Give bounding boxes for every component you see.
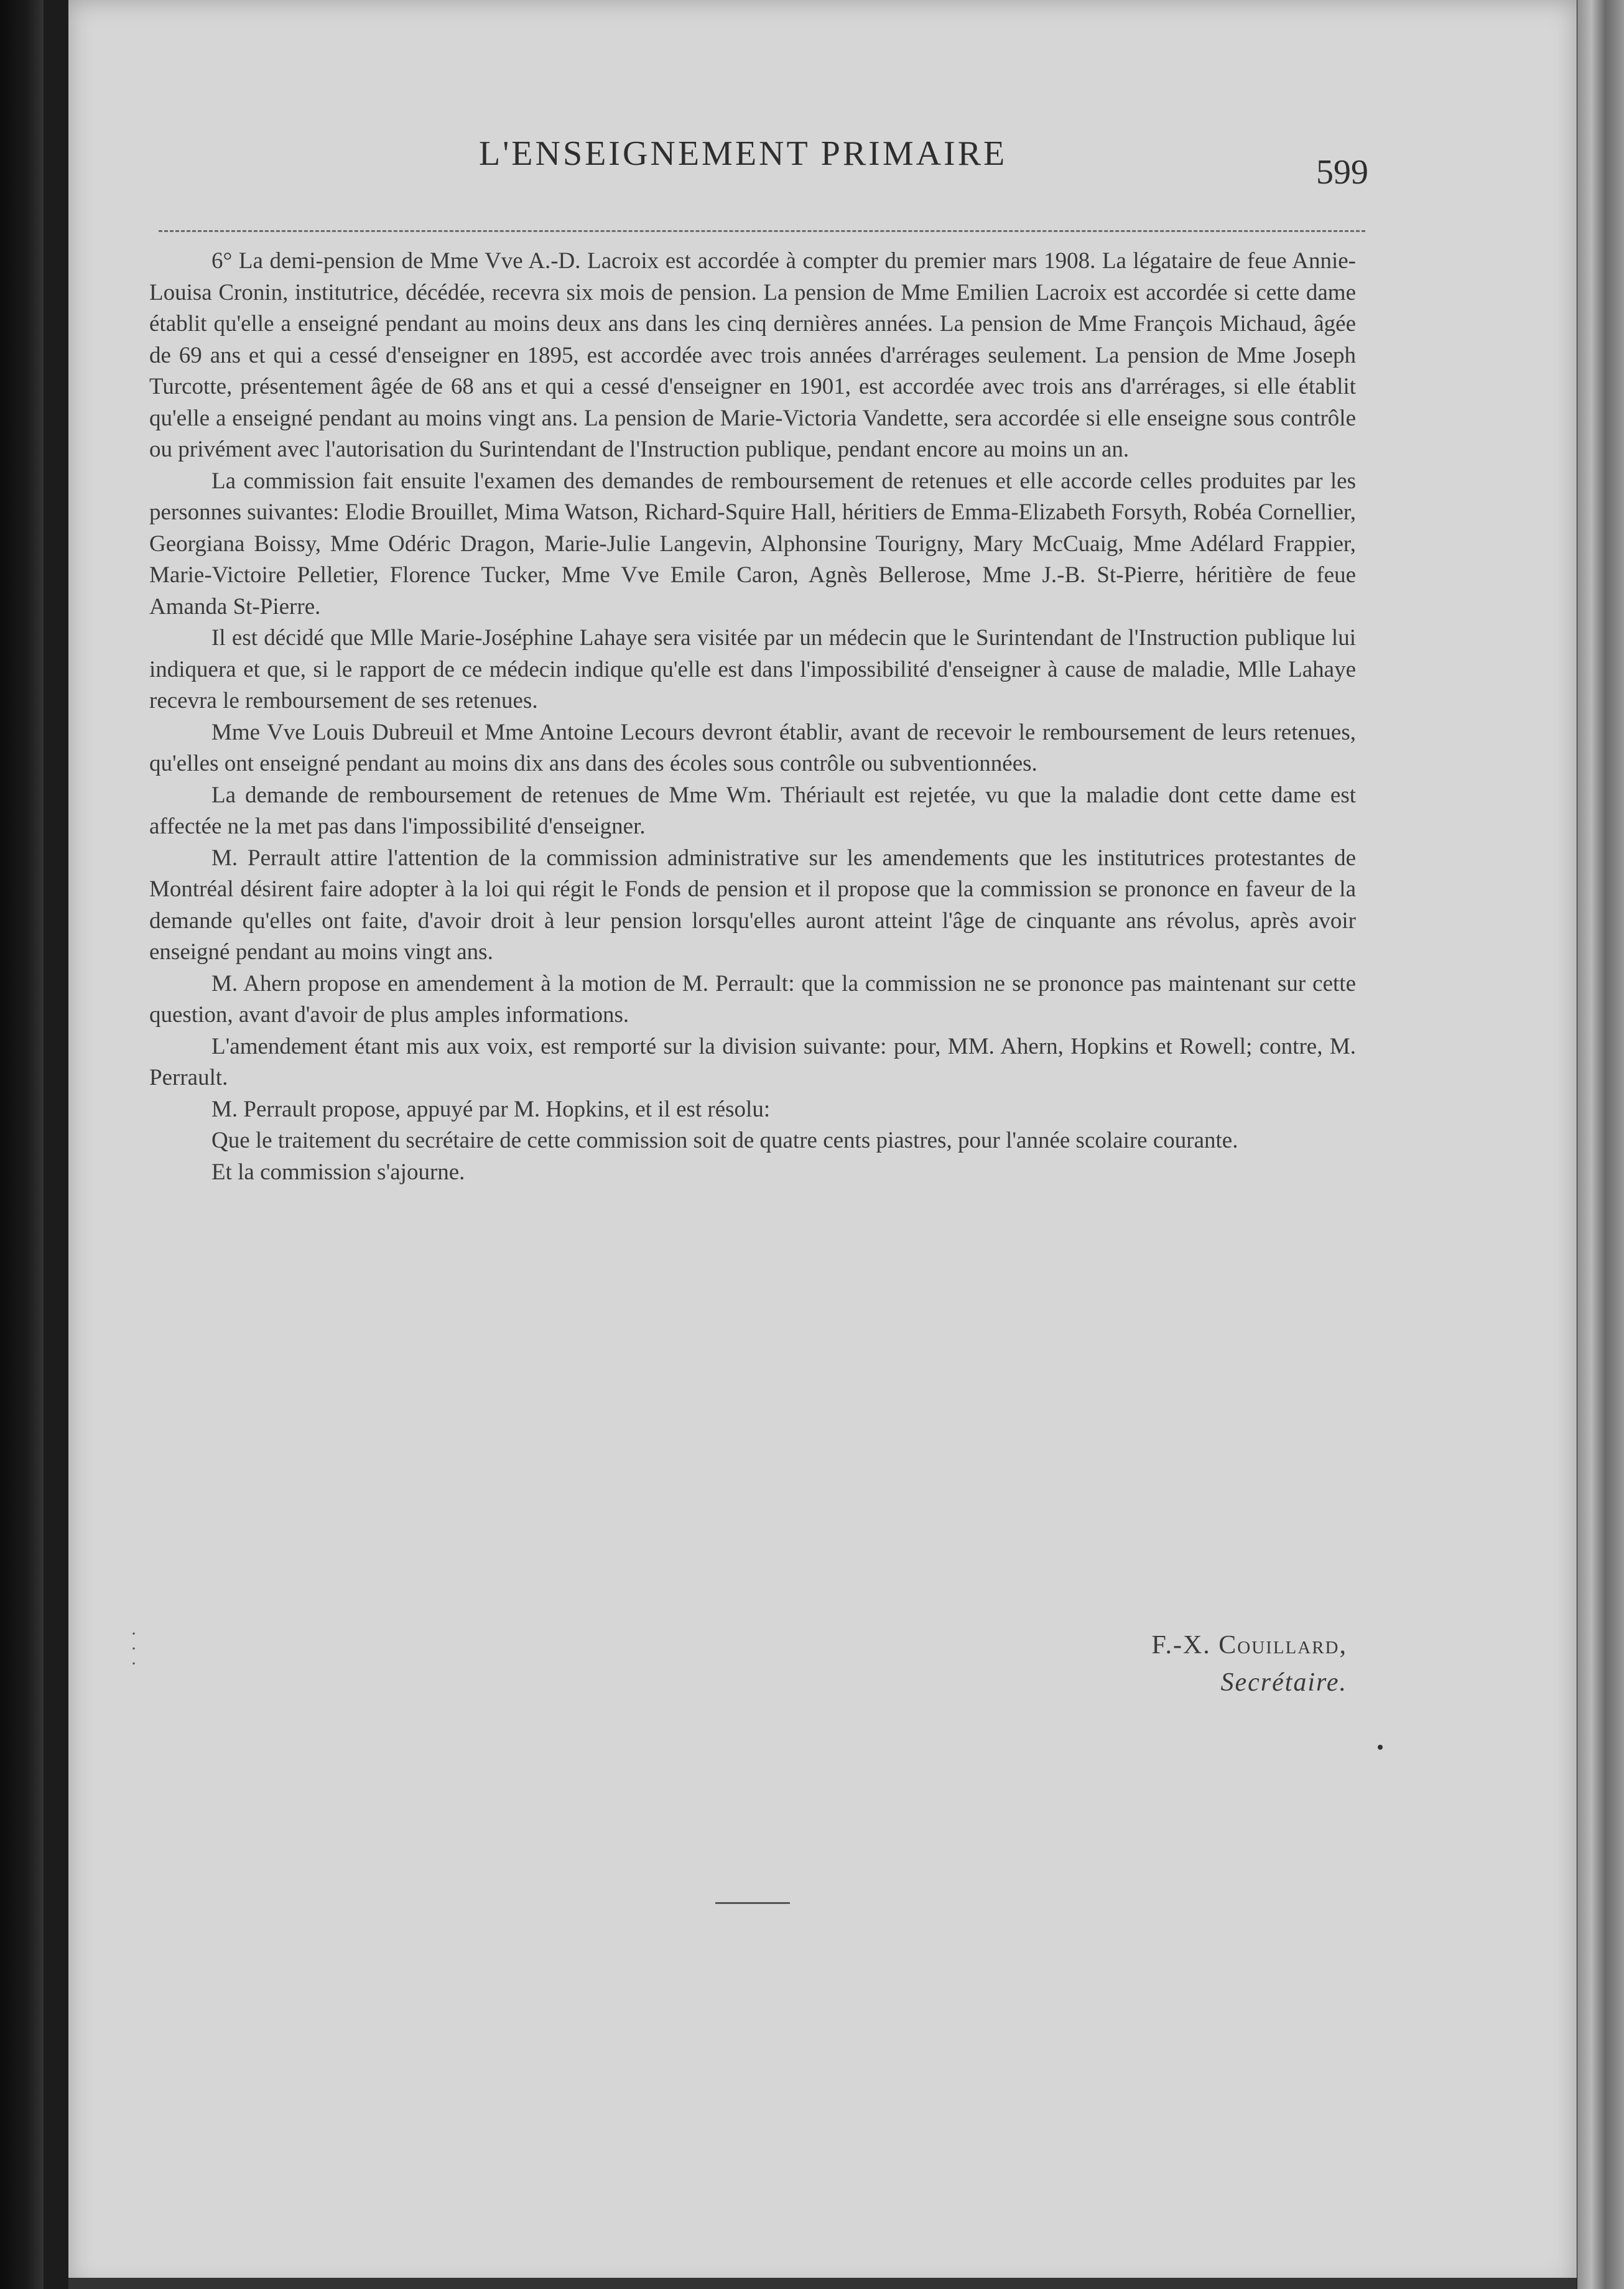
paragraph: L'amendement étant mis aux voix, est remporté sur la division suivante: pour, MM. Ahern, Hopkins et Rowell; contre, M. Perrault. xyxy=(149,1033,1356,1090)
scan-right-edge xyxy=(1577,0,1624,2289)
end-rule xyxy=(715,1902,790,1904)
paragraph: Il est décidé que Mlle Marie-Joséphine Lahaye sera visitée par un médecin que le Surintendant de l'Instruction publique lui indiquera et que, si le rapport de ce médecin indique qu'elle est dans l'impossibilité d'enseigner à cause de maladie, Mlle Lahaye recevra le remboursement de ses retenues. xyxy=(149,625,1356,713)
page-number: 599 xyxy=(1316,153,1368,192)
body-text xyxy=(149,246,1356,1188)
paragraph: La commission fait ensuite l'examen des demandes de remboursement de retenues et elle accorde celles produites par les personnes suivantes: Elodie Brouillet, Mima Watson, Richard-Squire Hall, héritiers de Emma-Elizabeth Forsyth, Robéa Cornellier, Georgiana Boissy, Mme Odéric Dragon, Marie-Julie Langevin, Alphonsine Tourigny, Mary McCuaig, Mme Adélard Frappier, Marie-Victoire Pelletier, Florence Tucker, Mme Vve Emile Caron, Agnès Bellerose, Mme J.-B. St-Pierre, héritière de feue Amanda St-Pierre. xyxy=(149,468,1356,620)
signatory-role: Secrétaire. xyxy=(1220,1668,1347,1697)
paragraph: M. Perrault propose, appuyé par M. Hopkins, et il est résolu: xyxy=(211,1096,771,1122)
paragraph: 6° La demi-pension de Mme Vve A.-D. Lacroix est accordée à compter du premier mars 1908. La légataire de feue Annie-Louisa Cronin, institutrice, décédée, recevra six mois de pension. La pension de Mme Emilien Lacroix est accordée si cette dame établit qu'elle a enseigné pendant au moins deux ans dans les cinq dernières années. La pension de Mme François Michaud, âgée de 69 ans et qui a cessé d'enseigner en 1895, est accordée avec trois années d'arrérages seulement. La pension de Mme Joseph Turcotte, présentement âgée de 68 ans et qui a cessé d'enseigner en 1901, est accordée avec trois ans d'arrérages, si elle établit qu'elle a enseigné pendant au moins vingt ans. La pension de Marie-Victoria Vandette, sera accordée si elle enseigne sous contrôle ou privément avec l'autorisation du Surintendant de l'Instruction publique, pendant encore au moins un an. xyxy=(149,248,1356,462)
paragraph: M. Ahern propose en amendement à la motion de M. Perrault: que la commission ne se prononce pas maintenant sur cette question, avant d'avoir de plus amples informations. xyxy=(149,970,1356,1028)
running-title: L'ENSEIGNEMENT PRIMAIRE xyxy=(479,134,1008,173)
paragraph: M. Perrault attire l'attention de la commission administrative sur les amendements que les institutrices protestantes de Montréal désirent faire adopter à la loi qui régit le Fonds de pension et il propose que la commission se prononce en faveur de la demande qu'elles ont faite, d'avoir droit à leur pension lorsqu'elles auront atteint l'âge de cinquante ans révolus, après avoir enseigné pendant au moins vingt ans. xyxy=(149,845,1356,965)
paragraph: Et la commission s'ajourne. xyxy=(211,1159,465,1185)
scan-left-edge xyxy=(0,0,44,2289)
scan-bottom-edge xyxy=(68,2278,1577,2289)
paragraph: La demande de remboursement de retenues de Mme Wm. Thériault est rejetée, vu que la maladie dont cette dame est affectée ne la met pas dans l'impossibilité d'enseigner. xyxy=(149,782,1356,839)
header-rule xyxy=(159,230,1365,232)
signature-block xyxy=(1151,1627,1347,1701)
margin-mark: · · · xyxy=(131,1623,137,1674)
ink-speck xyxy=(1378,1745,1383,1750)
page-header xyxy=(149,134,1368,190)
signatory-name: F.-X. Couillard, xyxy=(1151,1631,1347,1660)
paragraph: Mme Vve Louis Dubreuil et Mme Antoine Lecours devront établir, avant de recevoir le remboursement de leurs retenues, qu'elles ont enseigné pendant au moins dix ans dans des écoles sous contrôle ou subventionnées. xyxy=(149,719,1356,776)
paragraph: Que le traitement du secrétaire de cette commission soit de quatre cents piastres, pour l'année scolaire courante. xyxy=(211,1128,1238,1153)
